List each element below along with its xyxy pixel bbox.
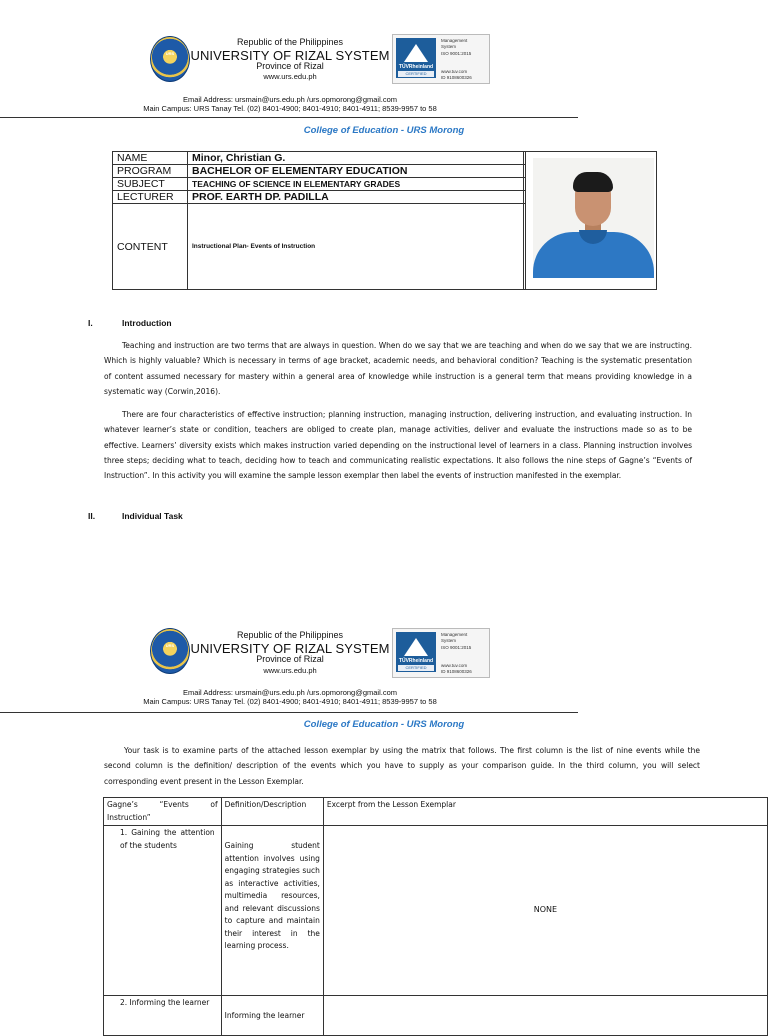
website-text: www.urs.edu.ph: [263, 666, 317, 675]
website-text: www.urs.edu.ph: [263, 72, 317, 81]
content-value: Instructional Plan- Events of Instruction: [188, 204, 526, 290]
subject-label: SUBJECT: [113, 178, 188, 191]
intro-paragraph-1: Teaching and instruction are two terms that are always in question. When do we say that we are teaching and when do we say that we are instructing. Which is highly valuable? Which is necessary in terms of age bracket, academic needs, and behavioral condition? Teaching is the systematic presentation of content assumed necessary for mastery within a general area of knowledge while instruction is a general term that means providing knowledge in a systematic way (Corwin,2016).: [104, 341, 692, 396]
iso-certification-badge: TÜVRheinland CERTIFIED Management System ISO 9001:2015 www.tuv.com ID 9108600326: [392, 34, 490, 84]
excerpt-cell: NONE: [323, 826, 767, 996]
letterhead-divider: [0, 117, 578, 118]
republic-text: Republic of the Philippines: [236, 630, 344, 640]
program-value: BACHELOR OF ELEMENTARY EDUCATION: [188, 165, 526, 178]
section-2-number: II.: [88, 511, 96, 521]
event-cell: 1. Gaining the attention of the students: [104, 826, 222, 996]
photo-cell: [523, 151, 657, 290]
university-name: UNIVERSITY OF RIZAL SYSTEM: [190, 641, 390, 656]
university-seal-icon: URS: [150, 628, 190, 674]
university-name: UNIVERSITY OF RIZAL SYSTEM: [190, 48, 390, 63]
header-excerpt: Excerpt from the Lesson Exemplar: [323, 798, 767, 826]
content-label: CONTENT: [113, 204, 188, 290]
main-campus-text: Main Campus: URS Tanay Tel. (02) 8401-4900; 8401-4910; 8401-4911; 8539-9957 to 58: [143, 104, 437, 113]
definition-cell: Gaining student attention involves using engaging strategies such as interactive activities, multimedia resources, and relevant discussions to capture and maintain their interest in the learning process.: [221, 826, 323, 996]
college-title: College of Education - URS Morong: [303, 125, 465, 136]
table-row: [104, 996, 768, 1036]
tuv-logo-icon: TÜVRheinland CERTIFIED: [396, 38, 436, 78]
name-label: NAME: [113, 152, 188, 165]
university-seal-icon: URS: [150, 36, 190, 82]
student-photo: [533, 158, 654, 278]
main-campus-text: Main Campus: URS Tanay Tel. (02) 8401-4900; 8401-4910; 8401-4911; 8539-9957 to 58: [143, 697, 437, 706]
subject-value: TEACHING OF SCIENCE IN ELEMENTARY GRADES: [188, 178, 526, 191]
header-definition: Definition/Description: [221, 798, 323, 826]
letterhead-divider: [0, 712, 578, 713]
lecturer-label: LECTURER: [113, 191, 188, 204]
college-title: College of Education - URS Morong: [303, 719, 465, 730]
program-label: PROGRAM: [113, 165, 188, 178]
definition-cell: Informing the learner: [221, 996, 323, 1036]
province-text: Province of Rizal: [256, 61, 324, 71]
header-events: Gagne’s “Events of Instruction”: [104, 798, 222, 826]
iso-certification-badge: TÜVRheinland CERTIFIED Management System ISO 9001:2015 www.tuv.com ID 9108600326: [392, 628, 490, 678]
intro-paragraph-2: There are four characteristics of effective instruction; planning instruction, managing instruction, delivering instruction, and evaluating instruction. In whatever learner’s state or condition, teachers are obliged to create plan, manage activities, deliver and evaluate the instructions made so as to be effective. Learners’ diversity exists which makes instruction varied depending on the instructional level of learners in a class. Planning instruction involves three steps; deciding what to teach, deciding how to teach and communicating realistic expectations. It also follows the nine steps of Gagne’s “Events of Instruction”. In this activity you will examine the sample lesson exemplar then label the events of instruction manifested in the exemplar.: [104, 410, 692, 481]
table-row: [104, 826, 768, 996]
section-1-number: I.: [88, 318, 93, 328]
excerpt-cell: [323, 996, 767, 1036]
gagne-events-table: [103, 797, 768, 1036]
section-2-title: Individual Task: [122, 511, 183, 521]
email-text: Email Address: ursmain@urs.edu.ph /urs.opmorong@gmail.com: [182, 95, 398, 104]
lecturer-value: PROF. EARTH DP. PADILLA: [188, 191, 526, 204]
tuv-logo-icon: TÜVRheinland CERTIFIED: [396, 632, 436, 672]
section-1-title: Introduction: [122, 318, 172, 328]
province-text: Province of Rizal: [256, 654, 324, 664]
republic-text: Republic of the Philippines: [236, 37, 344, 47]
student-info-table: [112, 151, 526, 290]
email-text: Email Address: ursmain@urs.edu.ph /urs.opmorong@gmail.com: [182, 688, 398, 697]
name-value: Minor, Christian G.: [188, 152, 526, 165]
table-header-row: [104, 798, 768, 826]
event-cell: 2. Informing the learner: [104, 996, 222, 1036]
task-paragraph: Your task is to examine parts of the attached lesson exemplar by using the matrix that follows. The first column is the list of nine events while the second column is the definition/ description of the events which you have to supply as your comparison guide. In the third column, you will select corresponding event present in the Lesson Exemplar.: [104, 746, 700, 786]
